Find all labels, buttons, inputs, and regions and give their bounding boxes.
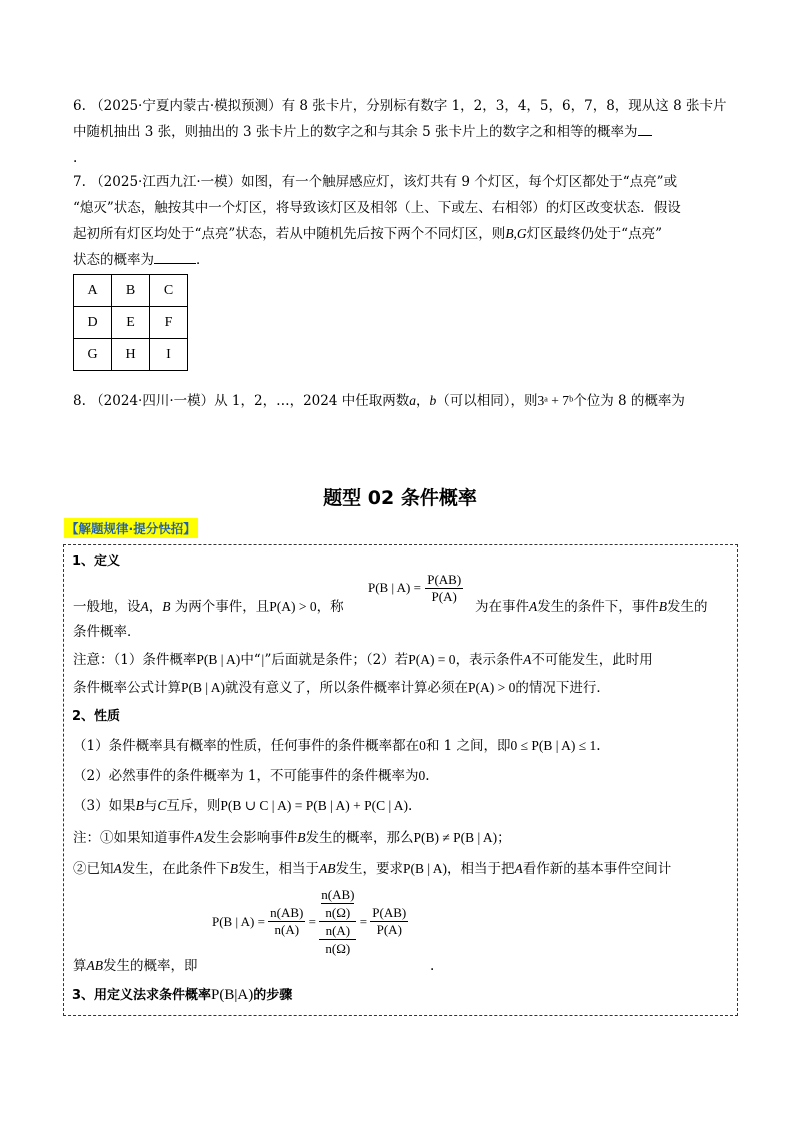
steps-text-a: 3、用定义法求条件概率	[72, 988, 212, 1003]
grid-cell: I	[150, 339, 188, 371]
def-formula-num: P(AB)	[427, 572, 462, 587]
q7-line2: “熄灭”状态，触按其中一个灯区，将导致该灯区及相邻（上、下或左、右相邻）的灯区改变状态．假设	[73, 200, 681, 216]
note3-text-b: 发生会影响事件	[202, 830, 298, 846]
section-title: 题型 02 条件概率	[323, 487, 477, 509]
note1-math-a: P(B | A)	[196, 652, 241, 667]
grid-cell: H	[112, 339, 150, 371]
note4-text-f: 看作新的基本事件空间计	[522, 861, 672, 877]
cf-frac1-den: n(A)	[274, 922, 300, 937]
q7-line3-math: B,G	[505, 226, 527, 241]
def-text-f: 发生的条件下，事件	[537, 599, 659, 615]
grid-cell: A	[74, 275, 112, 307]
definition-line1-tail	[475, 597, 708, 617]
prop1-text-c: .	[596, 738, 601, 754]
q8-text-d: 个位为 8 的概率为	[573, 393, 685, 409]
def-text-c: 为两个事件，且	[170, 599, 270, 615]
heading-definition: 1、定义	[72, 554, 121, 569]
note1-text-b: 中“	[240, 652, 261, 668]
note3-text-c: 发生的概率，那么	[305, 830, 414, 846]
note-line2	[73, 678, 610, 698]
prop3-text-d: .	[408, 798, 413, 814]
q6-line2-text: 中随机抽出 3 张，则抽出的 3 张卡片上的数字之和与其余 5 张卡片上的数字之和相等的概率为	[73, 124, 638, 140]
note2-text-a: 条件概率公式计算	[73, 680, 181, 696]
note2-math-a: P(B | A)	[181, 680, 225, 695]
property-3	[73, 796, 412, 816]
prop1-text-a: （1）条件概率具有概率的性质，任何事件的条件概率都在	[73, 738, 420, 754]
note3-text-d: ；	[497, 830, 511, 846]
q7-line3-text-b: 灯区最终仍处于“点亮”	[526, 226, 662, 242]
cf-frac3-den: P(A)	[376, 922, 402, 937]
note-line5-period: .	[430, 958, 435, 974]
q8-text-c: （可以相同），则	[436, 393, 538, 409]
note2-text-c: 的情况下进行．	[515, 680, 610, 696]
prop2-text-b: .	[425, 768, 430, 784]
note4-math-b: B	[229, 861, 238, 876]
note4-text-d: 发生，要求	[335, 861, 403, 877]
grid-cell: E	[112, 307, 150, 339]
note4-math-d: P(B | A)	[403, 861, 447, 876]
tips-tag: 【解题规律·提分快招】	[64, 518, 198, 538]
cf-frac1-num: n(AB)	[270, 905, 304, 920]
note5-math: AB	[86, 958, 103, 973]
def-math-a: A	[140, 599, 149, 614]
grid-cell: B	[112, 275, 150, 307]
property-1	[73, 736, 601, 756]
def-text-d: ，称	[316, 599, 344, 615]
q8-text-b: ，	[415, 393, 430, 409]
def-formula-lhs: P(B | A) =	[368, 580, 421, 595]
cf-frac2-den-num: n(A)	[319, 922, 356, 940]
note4-math-c: AB	[319, 861, 336, 876]
q8-math-expr: 3ᵃ + 7ᵇ	[537, 393, 574, 408]
def-text-g: 发生的	[667, 599, 708, 615]
prop1-math-b: 0 ≤ P(B | A) ≤ 1	[510, 738, 597, 753]
def-math-b: B	[162, 599, 171, 614]
note1-text-c: ”后面就是条件；（2）若	[264, 652, 409, 668]
cf-frac3-num: P(AB)	[372, 905, 407, 920]
heading-properties: 2、性质	[72, 709, 121, 724]
note1-text-d: ，表示条件	[455, 652, 524, 668]
note2-math-b: P(A) > 0	[467, 680, 516, 695]
cf-lhs: P(B | A) =	[212, 913, 265, 929]
prop3-text-c: 互斥，则	[166, 798, 221, 814]
note5-text-b: 发生的概率，即	[103, 958, 198, 974]
def-math-e: B	[658, 599, 667, 614]
def-text-b: ，	[148, 599, 163, 615]
note1-text-a: 注意：（1）条件概率	[73, 652, 197, 668]
q7-line3	[73, 224, 662, 244]
note2-text-b: 就没有意义了，所以条件概率计算必须在	[224, 680, 468, 696]
cf-frac2-num-num: n(AB)	[321, 887, 355, 902]
q6-line2	[73, 122, 652, 142]
note3-text-a: 注：①如果知道事件	[73, 830, 195, 846]
q7-line3-text-a: 起初所有灯区均处于“点亮”状态，若从中随机先后按下两个不同灯区，则	[73, 226, 506, 242]
steps-math: P(B|A)	[211, 987, 254, 1003]
cf-frac2-den	[319, 922, 356, 957]
definition-line2: 条件概率．	[73, 624, 141, 640]
property-2	[73, 766, 430, 786]
answer-blank[interactable]	[154, 263, 196, 264]
heading-steps	[72, 984, 292, 1004]
cf-eq1: =	[308, 913, 316, 929]
cf-frac3	[370, 905, 408, 938]
note3-math-a: A	[194, 830, 203, 845]
q8-text-a: 8. （2024·四川·一模）从 1，2，…，2024 中任取两数	[73, 393, 410, 409]
note4-text-a: ②已知	[73, 861, 114, 877]
note3-math-b: B	[297, 830, 306, 845]
grid-cell: G	[74, 339, 112, 371]
prop1-text-b: 和 1 之间，即	[425, 738, 511, 754]
answer-blank[interactable]	[638, 135, 652, 136]
note1-math-d: A	[523, 652, 532, 667]
steps-text-b: 的步骤	[253, 988, 293, 1003]
cf-frac2-num	[319, 886, 356, 922]
q6-line3: .	[73, 150, 78, 166]
grid-cell: D	[74, 307, 112, 339]
note-line4	[73, 859, 671, 879]
q7-line1: 7. （2025·江西九江·一模）如图，有一个触屏感应灯，该灯共有 9 个灯区，每个灯区都处于“点亮”或	[73, 174, 678, 190]
note3-math-c: P(B) ≠ P(B | A)	[413, 830, 498, 845]
prop3-math-c: P(B ∪ C | A) = P(B | A) + P(C | A)	[220, 798, 409, 813]
note1-math-b: |	[260, 652, 265, 667]
def-formula-fraction	[425, 572, 463, 605]
q8-math-a: a	[409, 393, 416, 408]
note4-math-e: A	[514, 861, 523, 876]
prop3-math-a: B	[135, 798, 144, 813]
q6-line1: 6. （2025·宁夏内蒙古·模拟预测）有 8 张卡片，分别标有数字 1，2，3，4，5，6，7，8，现从这 8 张卡片	[73, 98, 727, 114]
note-line1	[73, 650, 653, 670]
q8-math-b: b	[429, 393, 437, 408]
note4-math-a: A	[113, 861, 122, 876]
definition-line1	[73, 597, 344, 617]
definition-formula	[368, 572, 463, 605]
q7-line4	[73, 250, 210, 270]
note4-text-b: 发生，在此条件下	[121, 861, 230, 877]
cf-eq2: =	[359, 913, 368, 929]
cf-frac1	[268, 905, 305, 938]
note1-text-e: 不可能发生，此时用	[531, 652, 653, 668]
grid-cell: C	[150, 275, 188, 307]
prop3-math-b: C	[157, 798, 167, 813]
note4-text-e: ，相当于把	[446, 861, 515, 877]
def-formula-den: P(A)	[431, 589, 457, 604]
prop2-math: 0	[418, 768, 426, 783]
q7-line4-text-b: ．	[196, 252, 210, 268]
prop1-math-a: 0	[419, 738, 426, 753]
grid-cell: F	[150, 307, 188, 339]
def-math-c: P(A) > 0	[269, 599, 317, 614]
q8-line	[73, 391, 685, 411]
cf-frac2-num-den: n(Ω)	[325, 905, 351, 920]
def-math-d: A	[529, 599, 538, 614]
prop3-text-a: （3）如果	[73, 798, 136, 814]
light-grid	[73, 274, 188, 371]
prop2-text-a: （2）必然事件的条件概率为 1，不可能事件的条件概率为	[73, 768, 419, 784]
note1-math-c: P(A) = 0	[408, 652, 456, 667]
def-text-e: 为在事件	[475, 599, 529, 615]
prop3-text-b: 与	[143, 798, 158, 814]
cf-frac2	[319, 886, 356, 957]
conditional-formula	[212, 886, 408, 957]
note-line5	[73, 956, 198, 976]
note-line3	[73, 828, 511, 848]
def-text-a: 一般地，设	[73, 599, 141, 615]
cf-frac2-den-den: n(Ω)	[325, 941, 351, 956]
q7-line4-text-a: 状态的概率为	[73, 252, 154, 268]
note5-text-a: 算	[73, 958, 87, 974]
note4-text-c: 发生，相当于	[238, 861, 319, 877]
